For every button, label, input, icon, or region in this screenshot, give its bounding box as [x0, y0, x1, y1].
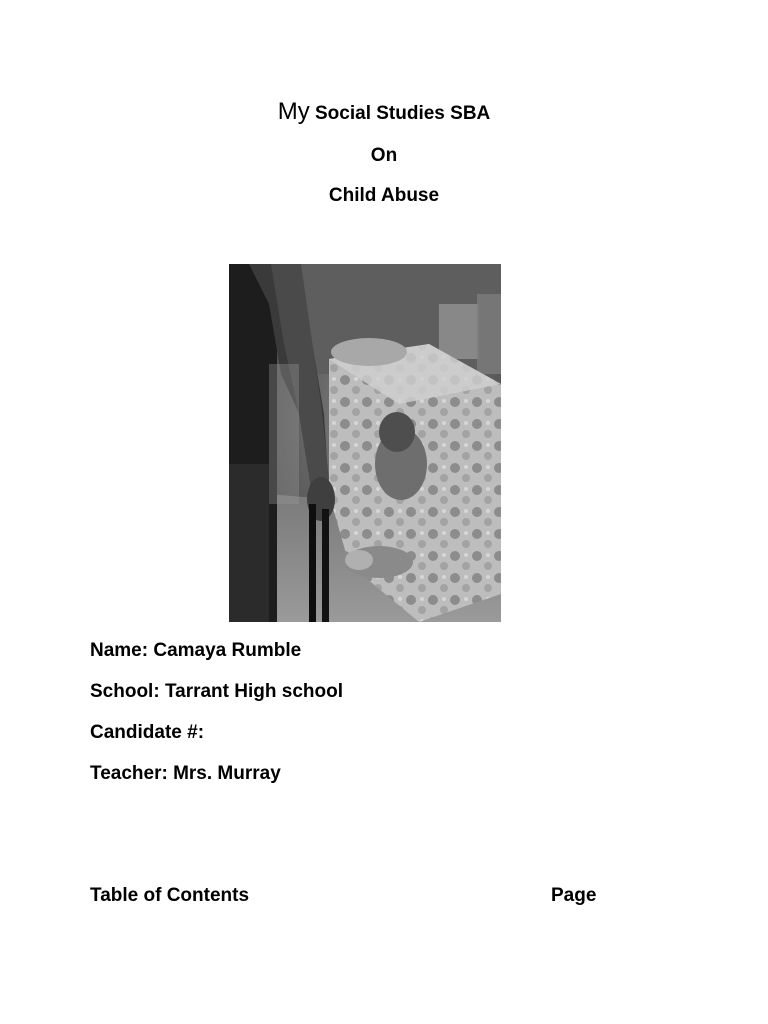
- teacher-name: Teacher: Mrs. Murray: [90, 763, 281, 784]
- cover-title-prefix: My: [277, 98, 310, 125]
- cover-title: [0, 98, 768, 126]
- toc-heading: Table of Contents: [90, 885, 250, 906]
- candidate-number: Candidate #:: [90, 722, 205, 743]
- toc-page-label: Page: [551, 885, 597, 906]
- student-name: Name: Camaya Rumble: [90, 640, 302, 661]
- cover-topic: Child Abuse: [328, 185, 440, 206]
- student-school: School: Tarrant High school: [90, 681, 343, 702]
- cover-photo-illustration: [229, 264, 501, 622]
- cover-subtitle-on: On: [370, 145, 398, 166]
- cover-photo: [229, 264, 501, 622]
- cover-title-rest: Social Studies SBA: [309, 103, 491, 124]
